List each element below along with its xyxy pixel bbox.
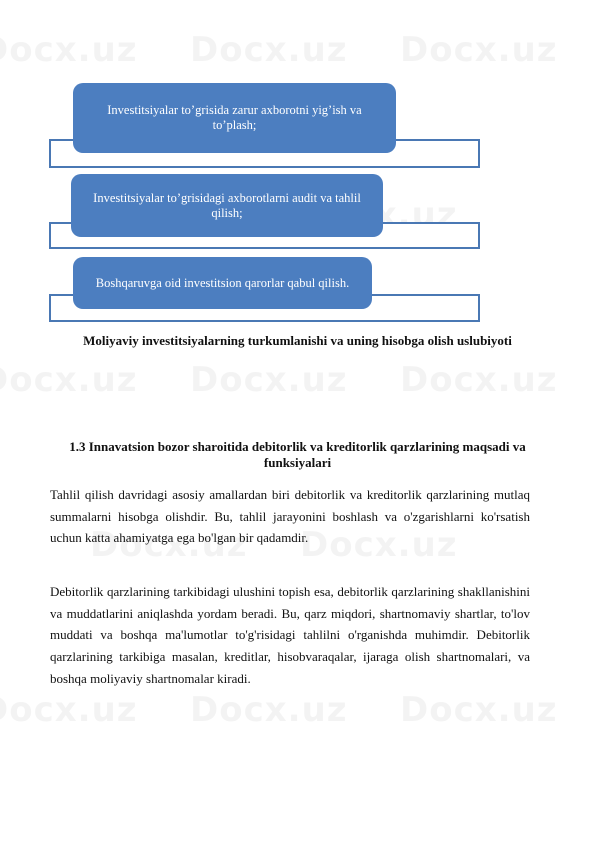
diagram-box-1-text: Investitsiyalar to’grisida zarur axborotni yig’ish va to’plash; — [107, 103, 362, 132]
diagram-box-2 — [71, 174, 383, 237]
watermark — [400, 30, 558, 70]
watermark — [190, 360, 348, 400]
watermark — [0, 30, 138, 70]
paragraph-2: Debitorlik qarzlarining tarkibidagi ulushini topish esa, debitorlik qarzlarining shakllanishini va muddatlarini aniqlashda yordam beradi. Bu, qarz miqdori, shartnomaviy shartlar, to'lov muddati va boshqa ma'lumotlar to'g'risidagi tahlilni o'rganishda muhimdir. Debitorlik qarzlarining tarkibiga masalan, kreditlar, hisobvaraqalar, ijaraga olish shartnomalari, va boshqa moliyaviy shartnomalar kiradi. — [50, 584, 530, 686]
paragraph-1: Tahlil qilish davridagi asosiy amallardan biri debitorlik va kreditorlik qarzlarining mutlaq summalarni hisobga olishdir. Bu, tahlil jarayonini boshlash va o'zgarishlarni ko'rsatish uchun katta ahamiyatga ega bo'lgan bir qadamdir. — [50, 487, 530, 546]
watermark — [0, 690, 138, 730]
diagram-box-3 — [73, 257, 372, 309]
diagram-box-2-text: Investitsiyalar to’grisidagi axborotlarni audit va tahlil qilish; — [93, 190, 361, 220]
watermark — [0, 360, 138, 400]
diagram-caption: Moliyaviy investitsiyalarning turkumlanishi va uning hisobga olish uslubiyoti — [83, 333, 512, 348]
watermark — [400, 360, 558, 400]
watermark — [190, 30, 348, 70]
section-heading: 1.3 Innavatsion bozor sharoitida debitorlik va kreditorlik qarzlarining maqsadi va funksiyalari — [69, 439, 526, 470]
diagram-box-3-text: Boshqaruvga oid investitsion qarorlar qabul qilish. — [95, 275, 350, 290]
watermark — [400, 690, 558, 730]
watermark — [190, 690, 348, 730]
diagram-box-1 — [73, 83, 396, 153]
